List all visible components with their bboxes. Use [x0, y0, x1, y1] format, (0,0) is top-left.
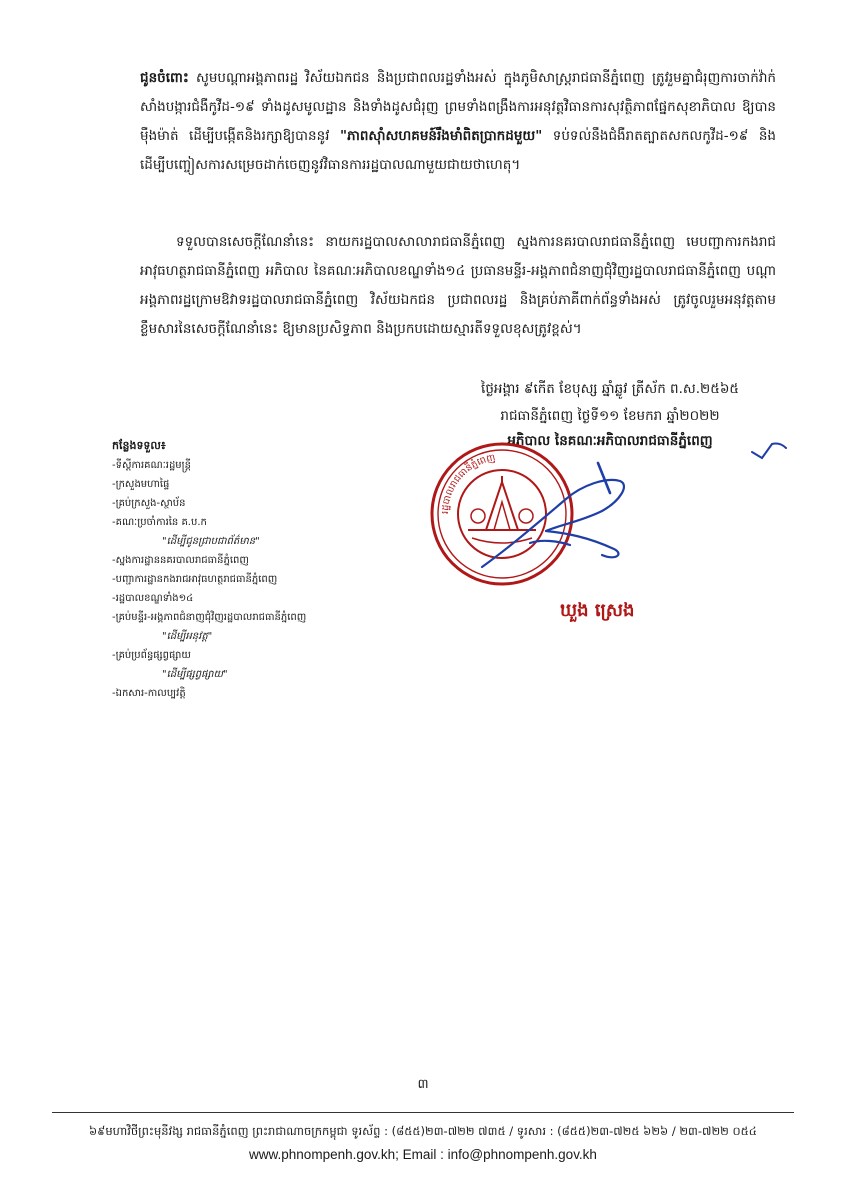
- recipient-note: "ដើម្បីជូនជ្រាបជាព័ត៌មាន": [162, 536, 260, 547]
- signer-title: អភិបាល នៃគណៈអភិបាលរាជធានីភ្នំពេញ: [507, 433, 713, 449]
- recipient-item: -គណៈប្រចាំការនៃ គ.ប.ក: [112, 517, 207, 528]
- recipient-note: "ដើម្បីអនុវត្ត": [162, 631, 213, 642]
- recipient-item: -ឯកសារ-កាលប្បវត្តិ: [112, 688, 186, 699]
- paragraph-lead: ជូនចំពោះ: [140, 70, 189, 86]
- initial-tick: [750, 440, 790, 462]
- page-number: ៣: [417, 1077, 429, 1092]
- footer-divider: [52, 1112, 794, 1113]
- recipient-item: -ស្នងការដ្ឋាននគរបាលរាជធានីភ្នំពេញ: [112, 555, 249, 566]
- recipient-item: -រដ្ឋបាលខណ្ឌទាំង១៤: [112, 593, 194, 604]
- recipient-item: -បញ្ជាការដ្ឋានកងរាជអាវុធហត្ថរាជធានីភ្នំពេញ: [112, 574, 278, 585]
- paragraph-highlight: "ភាពស៊ាំសហគមន៍រឹងមាំពិតប្រាកដមួយ": [339, 128, 543, 144]
- signer-name: ឃួង ស្រេង: [560, 600, 635, 621]
- website-link[interactable]: www.phnompenh.gov.kh: [249, 1147, 396, 1162]
- paragraph-text: សូមបណ្តាអង្គភាពរដ្ឋ វិស័យឯកជន និងប្រជាពលរដ្ឋទាំងអស់ ក្នុងភូមិសាស្ត្ររាជធានីភ្នំពេញ ត្រូវរួមគ្នាជំរុញការចាក់វ៉ាក់សាំងបង្ការជំងឺកូវីដ-១៩ ទាំងដូសមូលដ្ឋាន និងទាំងដូសជំរុញ ព្រមទាំងពង្រឹងការអនុវត្តវិធានការសុវត្ថិភាពផ្នែកសុខាភិបាល ឱ្យបានម៉ឺងម៉ាត់ ដើម្បីបង្កើតនិងរក្សាឱ្យបាននូវ: [140, 70, 776, 144]
- signature-mark: [470, 455, 640, 580]
- paragraph-text-end: ទប់ទល់នឹងជំងឺរាតត្បាតសកលកូវីដ-១៩ និងដើម្បីបញ្ចៀសការសម្រេចដាក់ចេញនូវវិធានការរដ្ឋបាលណាមួយជាយថាហេតុ។: [140, 128, 776, 173]
- recipient-item: -គ្រប់ប្រព័ន្ធផ្សព្វផ្សាយ: [112, 650, 191, 661]
- lunar-date: ថ្ងៃអង្គារ ៩កើត ខែបុស្ស ឆ្នាំឆ្លូវ ត្រីស័ក ព.ស.២៥៦៥: [481, 381, 739, 397]
- recipient-item: -ក្រសួងមហាផ្ទៃ: [112, 479, 170, 490]
- recipient-item: -គ្រប់មន្ទីរ-អង្គភាពជំនាញជុំវិញរដ្ឋបាលរាជធានីភ្នំពេញ: [112, 612, 307, 623]
- recipients-title: កន្លែងទទួល៖: [112, 439, 166, 452]
- solar-date: រាជធានីភ្នំពេញ ថ្ងៃទី១១ ខែមករា ឆ្នាំ២០២២: [500, 408, 720, 424]
- footer-address: ៦៩មហាវិថីព្រះមុនីវង្ស រាជធានីភ្នំពេញ ព្រះរាជាណាចក្រកម្ពុជា ទូរស័ព្ទ : (៨៥៥)២៣-៧២២ ៧៣៥ / ទូរសារ : (៨៥៥)២៣-៧២៥ ៦២៦ / ២៣-៧២២ ០៥៤: [89, 1124, 757, 1138]
- paragraph-directive: [140, 64, 776, 180]
- recipient-note: "ដើម្បីផ្សព្វផ្សាយ": [162, 669, 228, 680]
- recipient-item: -គ្រប់ក្រសួង-ស្ថាប័ន: [112, 498, 186, 509]
- footer-separator: ; Email :: [395, 1147, 448, 1162]
- email-link[interactable]: info@phnompenh.gov.kh: [447, 1147, 597, 1162]
- paragraph-instruction: ទទួលបានសេចក្តីណែនាំនេះ នាយករដ្ឋបាលសាលារាជធានីភ្នំពេញ ស្នងការនគរបាលរាជធានីភ្នំពេញ មេបញ្ជាការកងរាជអាវុធហត្ថរាជធានីភ្នំពេញ អភិបាល នៃគណៈអភិបាលខណ្ឌទាំង១៤ ប្រធានមន្ទីរ-អង្គភាពជំនាញជុំវិញរដ្ឋបាលរាជធានីភ្នំពេញ បណ្តាអង្គភាពរដ្ឋក្រោមឱវាទរដ្ឋបាលរាជធានីភ្នំពេញ វិស័យឯកជន ប្រជាពលរដ្ឋ និងគ្រប់ភាគីពាក់ព័ន្ធទាំងអស់ ត្រូវចូលរួមអនុវត្តតាមខ្លឹមសារនៃសេចក្តីណែនាំនេះ ឱ្យមានប្រសិទ្ធភាព និងប្រកបដោយស្មារតីទទួលខុសត្រូវខ្ពស់។: [140, 234, 776, 337]
- footer-contact: [0, 1146, 846, 1164]
- seal-text: រដ្ឋបាលរាជធានីភ្នំពេញ: [439, 452, 497, 515]
- recipient-item: -ទីស្តីការគណៈរដ្ឋមន្ត្រី: [112, 460, 191, 471]
- recipients-block: [112, 436, 372, 703]
- recipients-list: [112, 456, 372, 703]
